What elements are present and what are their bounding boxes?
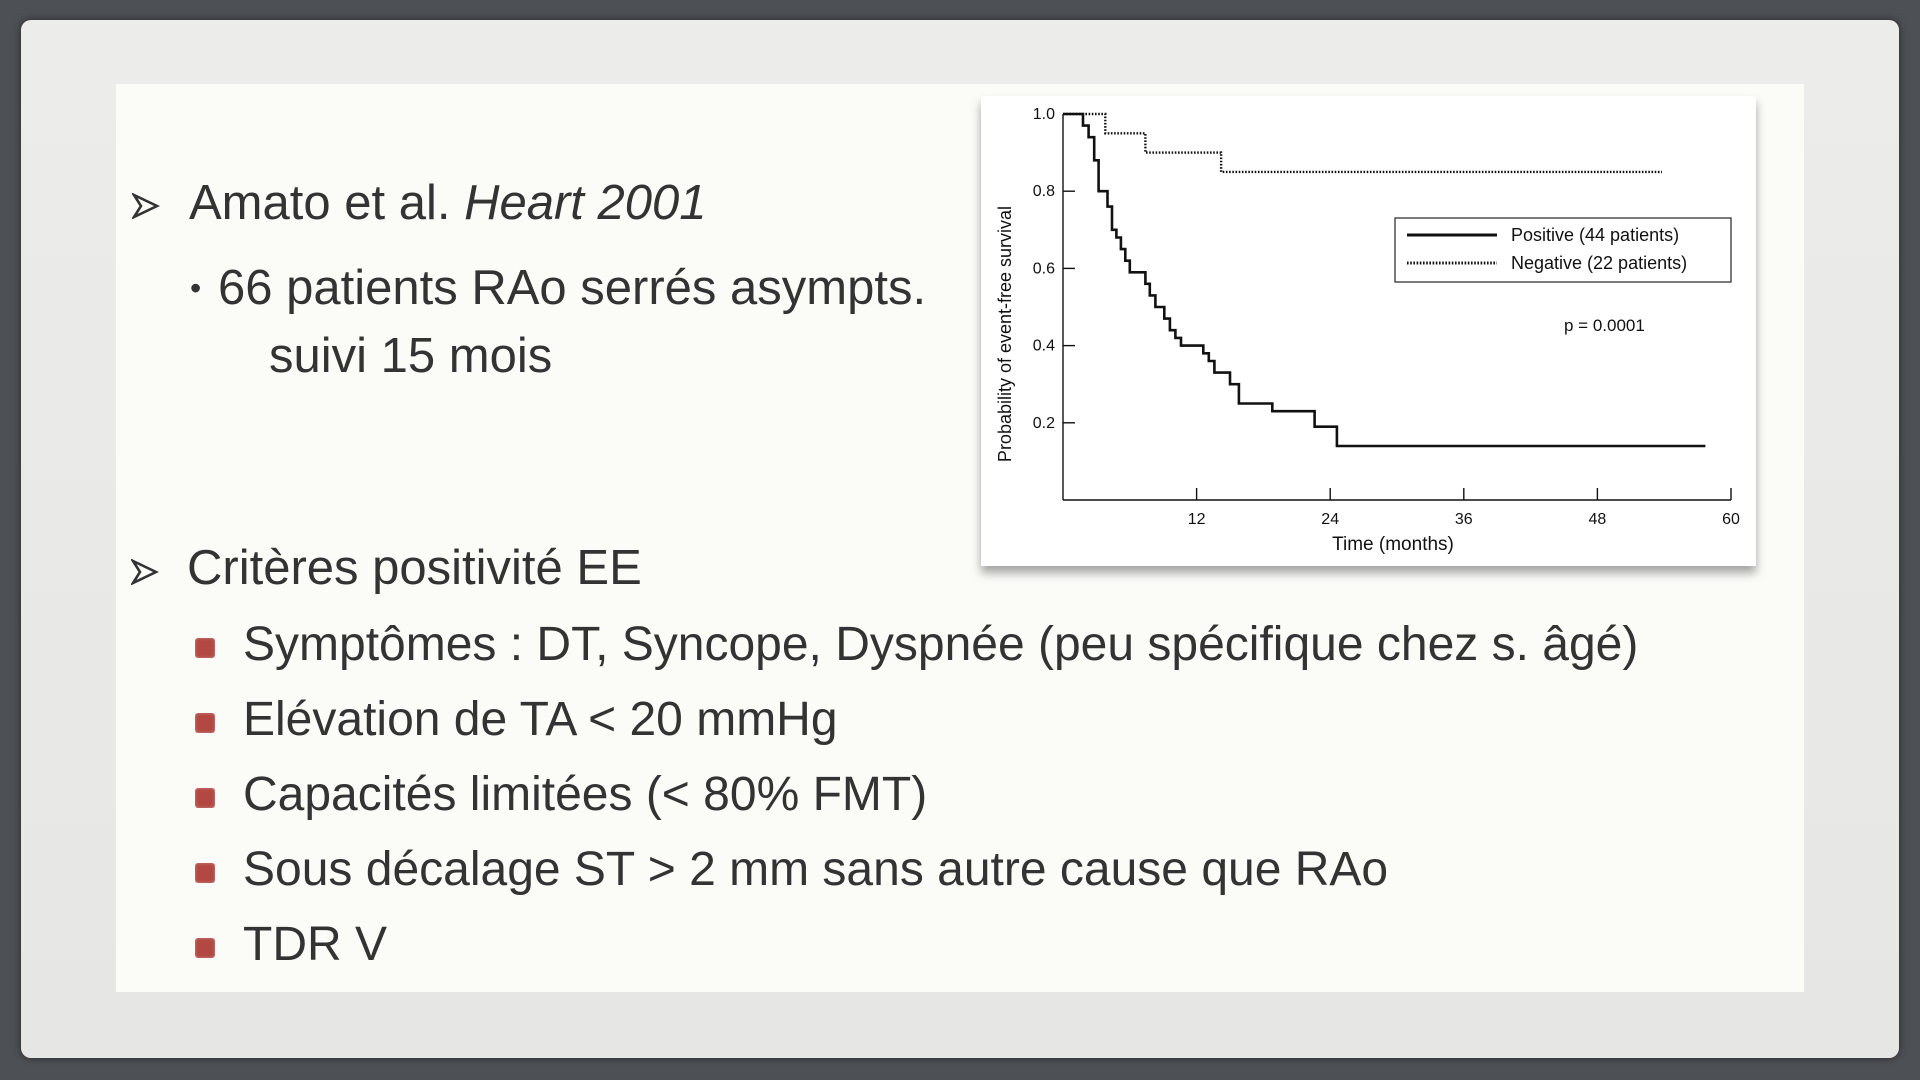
square-bullet-icon [195,938,215,958]
y-tick-label: 1.0 [1032,106,1055,123]
legend-label-negative: Negative (22 patients) [1511,253,1688,273]
arrow-bullet-icon [131,559,159,585]
criteria-item: TDR V [243,918,387,971]
series-line-negative [1063,114,1662,172]
survival-chart [981,96,1756,566]
x-tick-label: 24 [1321,511,1340,528]
dot-bullet-icon: • [190,270,202,306]
x-axis-label: Time (months) [1332,534,1454,555]
criteria-heading: Critères positivité EE [187,541,642,595]
square-bullet-icon [195,638,215,658]
y-tick-label: 0.4 [1032,337,1055,355]
x-tick-label: 12 [1187,511,1206,528]
follow-up-duration: suivi 15 mois [269,329,553,383]
x-tick-label: 36 [1454,511,1473,528]
y-tick-label: 0.6 [1032,260,1055,278]
square-bullet-icon [195,863,215,883]
criteria-item: Sous décalage ST > 2 mm sans autre cause que RAo [243,843,1389,896]
legend-label-positive: Positive (44 patients) [1511,225,1680,245]
y-tick-label: 0.8 [1032,183,1055,201]
p-value-annotation: p = 0.0001 [1564,316,1645,335]
y-axis-label: Probability of event-free survival [995,205,1015,463]
square-bullet-icon [195,713,215,733]
square-bullet-icon [195,788,215,808]
criteria-item: Elévation de TA < 20 mmHg [243,693,838,746]
reference-journal: Heart 2001 [464,176,707,230]
y-tick-label: 0.2 [1032,414,1055,432]
reference-line [189,175,707,231]
study-description: 66 patients RAo serrés asympts. [218,261,927,315]
reference-authors: Amato et al. [189,176,465,230]
x-tick-label: 48 [1588,511,1607,528]
criteria-item: Capacités limitées (< 80% FMT) [243,768,928,821]
criteria-item: Symptômes : DT, Syncope, Dyspnée (peu spécifique chez s. âgé) [243,618,1639,671]
chart-legend [1395,218,1731,282]
x-tick-label: 60 [1722,511,1740,528]
arrow-bullet-icon [132,193,160,219]
